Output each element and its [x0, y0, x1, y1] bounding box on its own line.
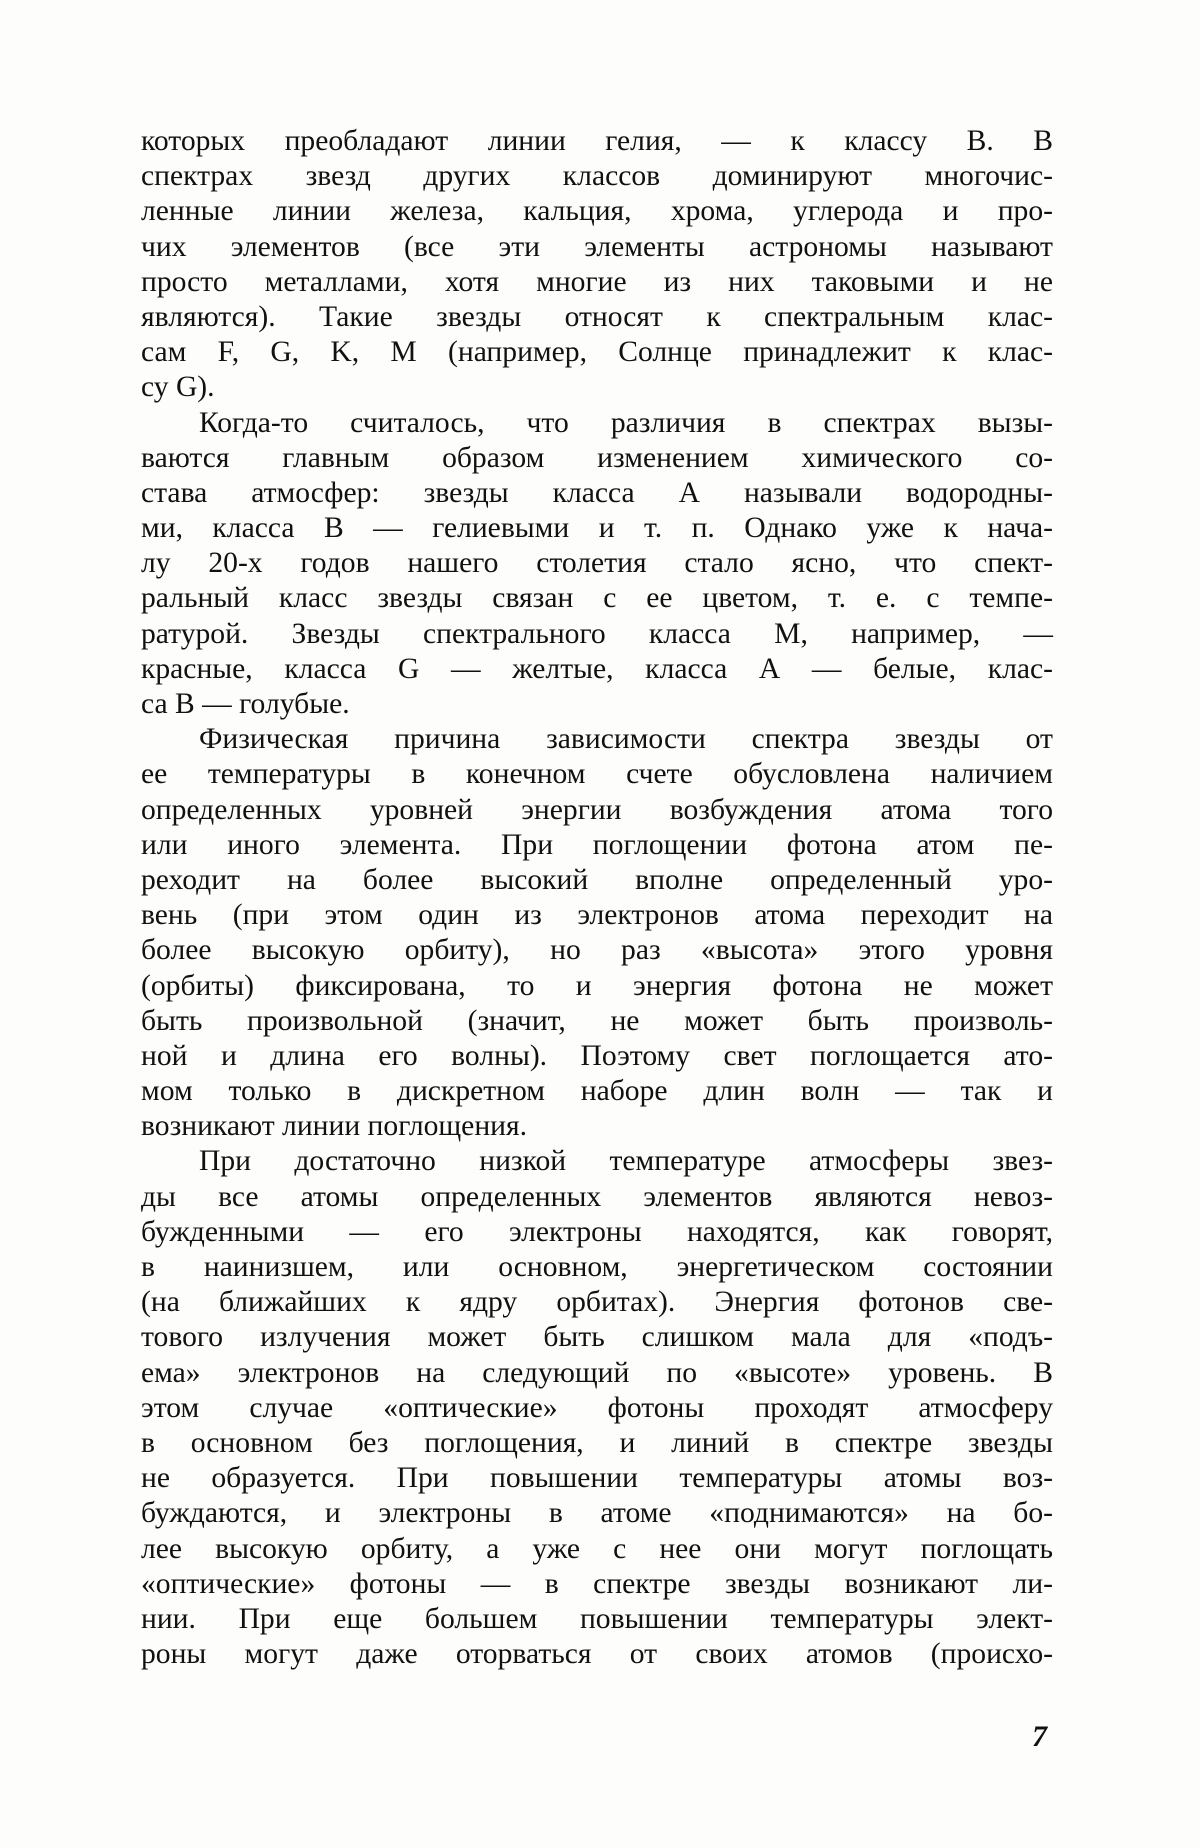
text-line: «оптические» фотоны — в спектре звезды возникают ли- [141, 1567, 1053, 1600]
text-line: ленные линии железа, кальция, хрома, углерода и про- [141, 195, 1053, 228]
text-line: возникают линии поглощения. [141, 1110, 528, 1143]
text-line: са В — голубые. [141, 688, 350, 720]
text-line: нии. При еще большем повышении температуры элект- [141, 1602, 1053, 1635]
text-line: ральный класс звезды связан с ее цветом, т. е. с темпе- [141, 582, 1053, 615]
text-line: лее высокую орбиту, а уже с нее они могут поглощать [141, 1532, 1053, 1565]
text-line: быть произвольной (значит, не может быть произволь- [141, 1004, 1053, 1037]
text-line: в основном без поглощения, и линий в спектре звезды [141, 1426, 1053, 1459]
text-line: определенных уровней энергии возбуждения атома того [141, 793, 1053, 826]
page-number: 7 [1032, 1720, 1047, 1753]
text-line: (на ближайших к ядру орбитах). Энергия фотонов све- [141, 1286, 1053, 1319]
text-line: реходит на более высокий вполне определенный уро- [141, 863, 1053, 896]
text-line: красные, класса G — желтые, класса А — белые, клас- [141, 652, 1053, 685]
text-line: которых преобладают линии гелия, — к классу В. В [141, 125, 1053, 157]
text-line: става атмосфер: звезды класса А называли водородны- [141, 476, 1053, 509]
text-line: Когда-то считалось, что различия в спектрах вызы- [199, 406, 1053, 439]
text-line: су G). [141, 371, 215, 404]
text-line: тового излучения может быть слишком мала для «подъ- [141, 1321, 1053, 1354]
text-line: спектрах звезд других классов доминируют многочис- [141, 160, 1053, 193]
text-line: роны могут даже оторваться от своих атомов (происхо- [141, 1638, 1053, 1671]
text-line: просто металлами, хотя многие из них таковыми и не [141, 265, 1053, 298]
text-line: сам F, G, K, M (например, Солнце принадлежит к клас- [141, 336, 1053, 369]
text-line: или иного элемента. При поглощении фотона атом пе- [141, 828, 1053, 861]
text-line: ее температуры в конечном счете обусловлена наличием [141, 758, 1053, 791]
body-text [141, 124, 1053, 1672]
text-line: бужденными — его электроны находятся, как говорят, [141, 1215, 1053, 1248]
text-line: ема» электронов на следующий по «высоте» уровень. В [141, 1356, 1053, 1389]
text-line: ды все атомы определенных элементов являются невоз- [141, 1180, 1053, 1213]
text-line: ратурой. Звезды спектрального класса M, например, — [141, 617, 1053, 650]
text-line: вень (при этом один из электронов атома переходит на [141, 899, 1053, 932]
text-line: чих элементов (все эти элементы астрономы называют [141, 230, 1053, 263]
text-line: ной и длина его волны). Поэтому свет поглощается ато- [141, 1039, 1053, 1072]
text-line: этом случае «оптические» фотоны проходят атмосферу [141, 1391, 1053, 1424]
text-line: При достаточно низкой температуре атмосферы звез- [199, 1145, 1053, 1178]
text-line: Физическая причина зависимости спектра звезды от [199, 723, 1053, 756]
text-line: лу 20-х годов нашего столетия стало ясно, что спект- [141, 547, 1053, 580]
text-line: мом только в дискретном наборе длин волн — так и [141, 1075, 1053, 1108]
text-line: ми, класса В — гелиевыми и т. п. Однако уже к нача- [141, 512, 1053, 545]
text-line: являются). Такие звезды относят к спектральным клас- [141, 300, 1053, 333]
text-line: в наинизшем, или основном, энергетическом состоянии [141, 1251, 1053, 1283]
text-line: не образуется. При повышении температуры атомы воз- [141, 1462, 1053, 1495]
text-line: ваются главным образом изменением химического со- [141, 441, 1053, 474]
text-line: буждаются, и электроны в атоме «поднимаются» на бо- [141, 1497, 1053, 1530]
text-line: (орбиты) фиксирована, то и энергия фотона не может [141, 969, 1053, 1002]
text-line: более высокую орбиту), но раз «высота» этого уровня [141, 934, 1053, 967]
